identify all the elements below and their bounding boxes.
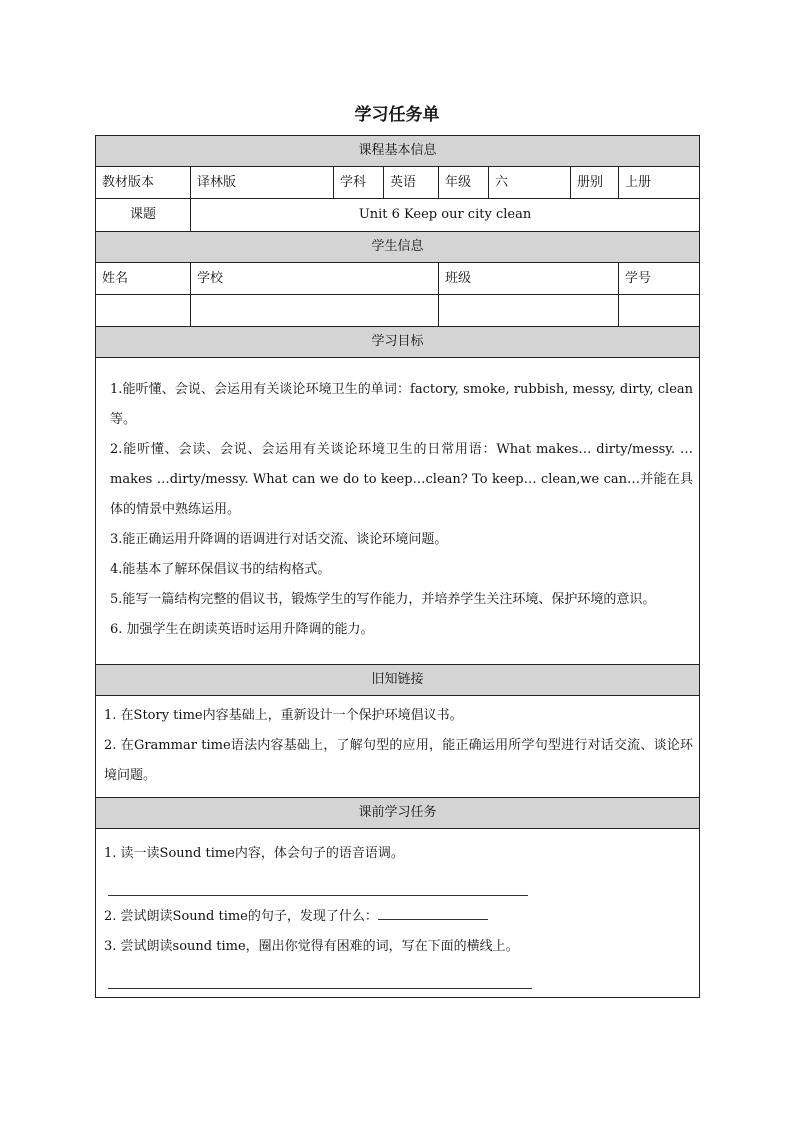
goal-item: 4.能基本了解环保倡议书的结构格式。 [110, 562, 331, 577]
grade-value: 六 [489, 167, 571, 199]
task-text: 2. 尝试朗读Sound time的句子，发现了什么： [104, 909, 378, 924]
answer-line[interactable] [108, 968, 532, 989]
edition-value: 译林版 [191, 167, 334, 199]
goal-item: 3.能正确运用升降调的语调进行对话交流、谈论环境问题。 [110, 532, 448, 547]
volume-label: 册别 [571, 167, 619, 199]
goals-cell [96, 358, 700, 665]
prior-item: 1. 在Story time内容基础上，重新设计一个保护环境倡议书。 [104, 707, 463, 723]
grade-label: 年级 [439, 167, 489, 199]
prior-cell [96, 696, 700, 798]
section-prior-knowledge: 旧知链接 [96, 665, 700, 696]
subject-value: 英语 [384, 167, 439, 199]
answer-line[interactable] [108, 875, 528, 896]
page-title: 学习任务单 [354, 105, 440, 125]
section-goals: 学习目标 [96, 327, 700, 358]
task-item [104, 902, 693, 932]
section-preclass-tasks: 课前学习任务 [96, 798, 700, 829]
school-label: 学校 [191, 263, 439, 295]
task-item: 1. 读一读Sound time内容，体会句子的语音语调。 [104, 846, 404, 861]
tasks-cell [96, 829, 700, 998]
class-label: 班级 [439, 263, 619, 295]
id-field[interactable] [619, 295, 700, 327]
goal-item: 1.能听懂、会说、会运用有关谈论环境卫生的单词：factory, smoke, rubbish, messy, dirty, clean等。 [110, 382, 694, 427]
section-student-info: 学生信息 [96, 232, 700, 263]
goal-item: 2.能听懂、会读、会说、会运用有关谈论环境卫生的日常用语：What makes… dirty/messy. …makes …dirty/messy. What can we do to keep…clean? To keep… clean,we can…并能在具体的情景中熟练运用。 [110, 442, 694, 517]
edition-label: 教材版本 [96, 167, 191, 199]
volume-value: 上册 [619, 167, 700, 199]
answer-line[interactable] [378, 907, 488, 920]
prior-item: 2. 在Grammar time语法内容基础上，了解句型的应用，能正确运用所学句型进行对话交流、谈论环境问题。 [104, 737, 694, 783]
subject-label: 学科 [334, 167, 384, 199]
name-field[interactable] [96, 295, 191, 327]
goal-item: 6. 加强学生在朗读英语时运用升降调的能力。 [110, 622, 374, 637]
task-item: 3. 尝试朗读sound time，圈出你觉得有困难的词，写在下面的横线上。 [104, 939, 519, 954]
name-label: 姓名 [96, 263, 191, 295]
school-field[interactable] [191, 295, 439, 327]
topic-label: 课题 [96, 199, 191, 232]
goal-item: 5.能写一篇结构完整的倡议书，锻炼学生的写作能力，并培养学生关注环境、保护环境的意识。 [110, 592, 656, 607]
class-field[interactable] [439, 295, 619, 327]
topic-value: Unit 6 Keep our city clean [191, 199, 700, 232]
task-sheet-table [95, 135, 700, 998]
id-label: 学号 [619, 263, 700, 295]
section-course-info: 课程基本信息 [96, 136, 700, 167]
